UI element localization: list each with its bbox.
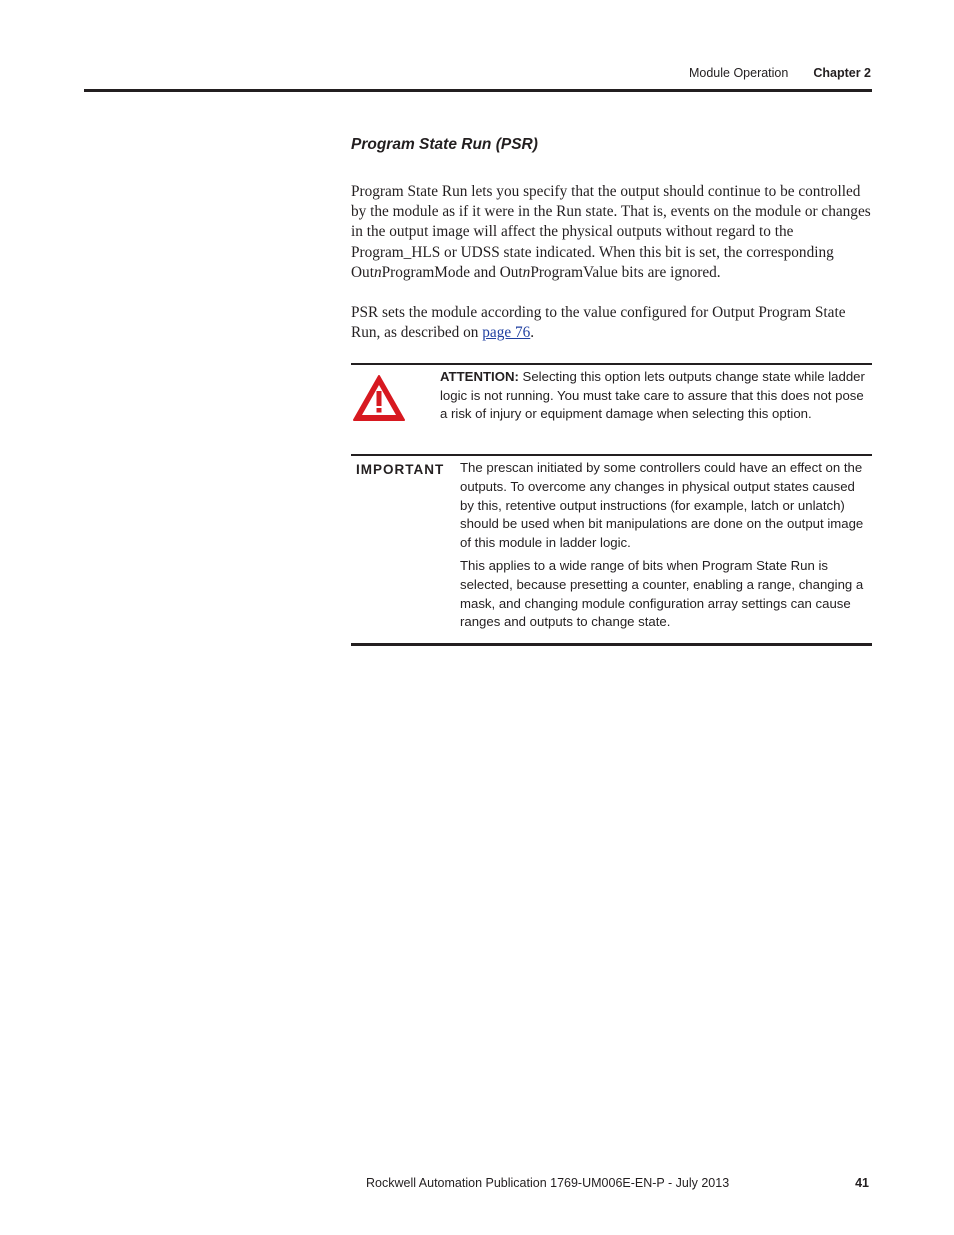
attention-message: Selecting this option lets outputs change state while ladder logic is not running. You must take care to assure that this does not pose a risk of injury or equipment damage when selecting this option. [440, 369, 865, 422]
important-paragraph-2: This applies to a wide range of bits when Program State Run is selected, because presetting a counter, enabling a range, changing a mask, and changing module configuration array settings can cause ranges and outputs to change state. [460, 558, 864, 630]
psr-config-paragraph [351, 303, 872, 343]
attention-box [351, 363, 872, 442]
attention-text [440, 368, 872, 428]
warning-triangle-icon [351, 368, 440, 428]
page-76-link[interactable]: page 76 [482, 324, 531, 342]
important-box [351, 454, 872, 645]
para2-text-after: . [530, 324, 535, 342]
important-body [460, 459, 872, 636]
section-title: Program State Run (PSR) [351, 136, 538, 153]
para1-var1: n [373, 263, 382, 281]
footer-publication: Rockwell Automation Publication 1769-UM006E-EN-P - July 2013 [366, 1176, 730, 1190]
para1-part1: Program State Run lets you specify that the output should continue to be controlled by the module as if it were in the Run state. That is, events on the module or changes in the output image will affect the physical outputs without regard to the Program_HLS or UDSS state indicated. When this bit is set, the corresponding Out [351, 183, 871, 281]
attention-label: ATTENTION: [440, 369, 519, 385]
important-paragraph-1: The prescan initiated by some controllers could have an effect on the outputs. To overcome any changes in physical output states caused by this, retentive output instructions (for example, latch or unlatch) should be used when bit manipulations are done on the output image of this module in ladder logic. [460, 460, 864, 550]
running-header [689, 66, 871, 80]
main-content [351, 134, 872, 646]
footer-page-number: 41 [855, 1176, 869, 1190]
para1-part2: ProgramMode and Out [381, 263, 523, 281]
header-section: Module Operation [688, 66, 789, 80]
psr-description-paragraph [351, 182, 872, 283]
para1-var2: n [522, 263, 531, 281]
important-label: IMPORTANT [356, 462, 445, 478]
para1-part3: ProgramValue bits are ignored. [530, 263, 721, 281]
para2-text-before: PSR sets the module according to the value configured for Output Program State Run, as described on [351, 304, 846, 342]
header-chapter: Chapter 2 [813, 66, 871, 80]
header-rule [84, 89, 872, 92]
